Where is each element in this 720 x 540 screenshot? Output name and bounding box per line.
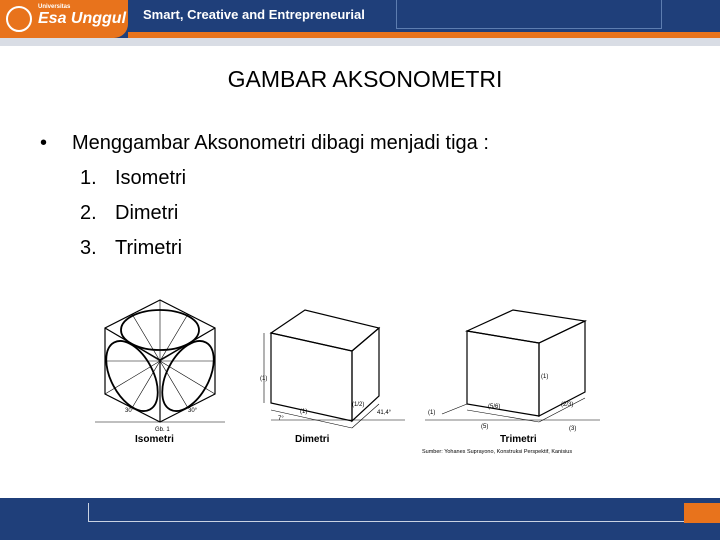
dim-label: Dimetri [295,434,330,445]
logo-name: Esa Unggul [38,10,127,27]
dim-label-2: (1) [300,409,308,415]
logo-emblem-icon [6,6,32,32]
item-label: Dimetri [115,202,179,224]
iso-angle-right: 30° [188,408,198,414]
dim-angle-2: 41,4° [377,410,392,416]
item-label: Isometri [115,167,187,189]
iso-angle-left: 30° [125,408,135,414]
bullet-list [40,126,489,266]
dim-label-1: (1) [260,376,268,382]
tri-label-3: (2/3) [561,402,574,408]
dim-angle-1: 7° [278,416,284,422]
footer-accent [684,503,720,523]
tri-label-6: (3) [569,426,577,432]
slide-title: GAMBAR AKSONOMETRI [227,66,503,92]
figure-drawing [95,296,615,459]
item-label: Trimetri [115,237,183,259]
logo-university: Universitas [38,4,71,10]
tri-label-1: (1) [541,374,549,380]
item-number: 2. [80,202,97,224]
item-number: 1. [80,167,97,189]
dim-label-3: (1/2) [352,402,365,408]
isometric-cube [95,300,225,422]
tagline: Smart, Creative and Entrepreneurial [143,7,365,22]
header-frame [396,0,662,29]
tri-label-4: (1) [428,410,436,416]
tri-label-2: (5/6) [488,404,501,410]
list-item [40,161,489,196]
axonometric-figure [95,296,615,459]
tri-label-5: (5) [481,424,489,430]
item-number: 3. [80,237,97,259]
logo [0,0,128,38]
figure-source: Sumber: Yohanes Suprayono, Konstruksi Perspektif, Kanisius [422,449,573,455]
bullet-item [40,126,489,161]
tri-label: Trimetri [500,434,537,445]
header-bar [0,0,720,38]
list-item [40,196,489,231]
list-item [40,231,489,266]
bullet-text: Menggambar Aksonometri dibagi menjadi tiga : [72,132,489,154]
iso-label: Isometri [135,434,174,445]
header-band [0,38,720,46]
bullet-icon: • [40,132,48,154]
footer-frame [88,503,686,522]
trimetric-cube [425,310,600,422]
iso-caption: Gb. 1 [155,427,170,433]
